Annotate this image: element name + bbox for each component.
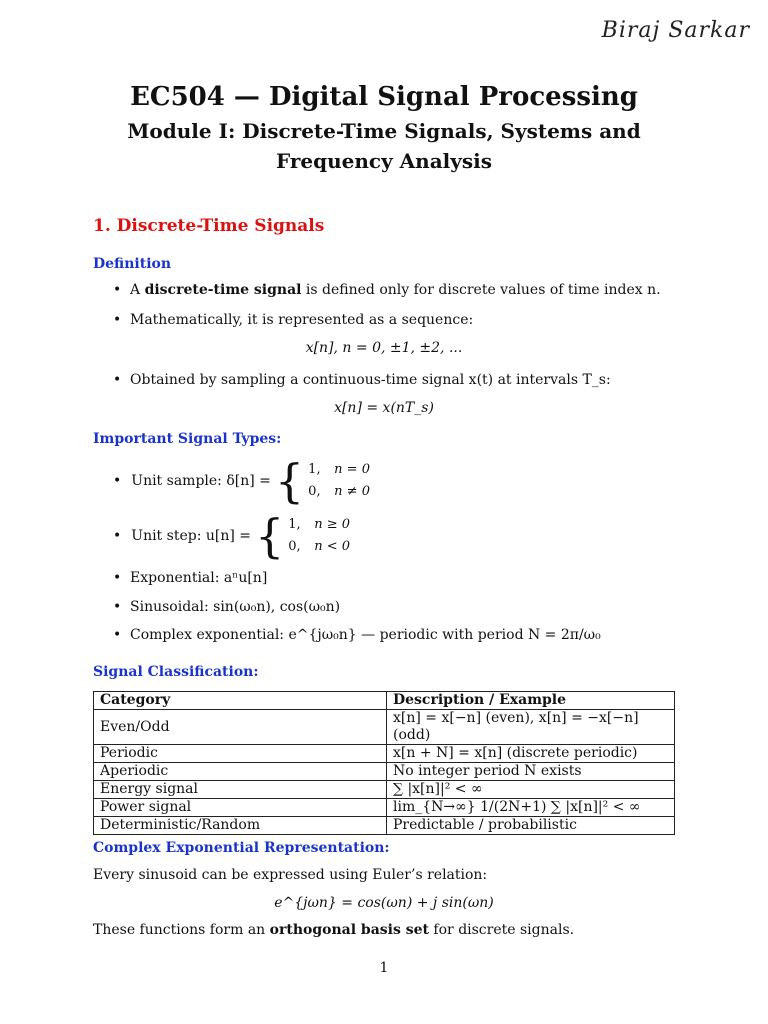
signal-types-heading: Important Signal Types:	[93, 431, 282, 447]
bullet-dot: •	[113, 473, 122, 489]
table-cell: x[n] = x[−n] (even), x[n] = −x[−n] (odd)	[387, 710, 675, 745]
bullet-text: Obtained by sampling a continuous-time signal x(t) at intervals T_s:	[130, 372, 611, 388]
table-cell: Aperiodic	[94, 763, 387, 781]
bullet-dot: •	[113, 372, 122, 388]
bullet-dot: •	[113, 312, 122, 328]
table-cell: Power signal	[94, 799, 387, 817]
table-row	[94, 745, 675, 763]
page-title: EC504 — Digital Signal Processing	[130, 82, 638, 112]
unit-sample-cases: 1, n = 0 0, n ≠ 0	[308, 462, 370, 499]
bullet-dot: •	[113, 627, 122, 643]
table-row	[94, 781, 675, 799]
table-row	[94, 799, 675, 817]
equation-sequence: x[n], n = 0, ±1, ±2, ...	[305, 340, 463, 356]
euler-intro-text: Every sinusoid can be expressed using Euler’s relation:	[93, 867, 488, 883]
table-cell: No integer period N exists	[387, 763, 675, 781]
section-heading-discrete-time-signals: 1. Discrete-Time Signals	[93, 216, 325, 236]
bullet-text: Complex exponential: e^{jω₀n} — periodic with period N = 2π/ω₀	[130, 627, 601, 643]
handwritten-signature: Biraj Sarkar	[601, 18, 750, 43]
column-header: Description / Example	[387, 692, 675, 710]
bullet-text: A discrete-time signal is defined only for discrete values of time index n.	[130, 282, 661, 298]
table-cell: lim_{N→∞} 1/(2N+1) ∑ |x[n]|² < ∞	[387, 799, 675, 817]
unit-step-cases: 1, n ≥ 0 0, n < 0	[288, 517, 351, 554]
table-cell: ∑ |x[n]|² < ∞	[387, 781, 675, 799]
table-cell: Energy signal	[94, 781, 387, 799]
table-row	[94, 710, 675, 745]
bullet-dot: •	[113, 599, 122, 615]
table-header-row	[94, 692, 675, 710]
unit-step-definition	[113, 509, 351, 563]
table-cell: x[n + N] = x[n] (discrete periodic)	[387, 745, 675, 763]
complex-exponential-heading: Complex Exponential Representation:	[93, 840, 390, 856]
table-cell: Deterministic/Random	[94, 817, 387, 835]
left-brace: {	[274, 454, 305, 508]
table-row	[94, 763, 675, 781]
unit-sample-definition	[113, 454, 370, 508]
table-cell: Predictable / probabilistic	[387, 817, 675, 835]
unit-step-label: Unit step: u[n] =	[131, 528, 251, 544]
table-row	[94, 817, 675, 835]
table-cell: Periodic	[94, 745, 387, 763]
equation-euler: e^{jωn} = cos(ωn) + j sin(ωn)	[274, 895, 494, 911]
bold-term: orthogonal basis set	[269, 922, 429, 938]
bullet-text: Mathematically, it is represented as a sequence:	[130, 312, 474, 328]
orthogonal-basis-text: These functions form an orthogonal basis set for discrete signals.	[93, 922, 575, 938]
table-cell: Even/Odd	[94, 710, 387, 745]
bullet-dot: •	[113, 528, 122, 544]
page-number: 1	[379, 960, 389, 976]
bullet-text: Exponential: aⁿu[n]	[130, 570, 268, 586]
bullet-text: Sinusoidal: sin(ω₀n), cos(ω₀n)	[130, 599, 341, 615]
column-header: Category	[94, 692, 387, 710]
unit-sample-label: Unit sample: δ[n] =	[131, 473, 271, 489]
classification-table	[93, 691, 675, 835]
bullet-dot: •	[113, 282, 122, 298]
left-brace: {	[255, 509, 285, 563]
bullet-dot: •	[113, 570, 122, 586]
bold-term: discrete-time signal	[144, 282, 302, 298]
classification-heading: Signal Classification:	[93, 664, 259, 680]
equation-sampling: x[n] = x(nT_s)	[334, 400, 434, 416]
page-subtitle: Module I: Discrete-Time Signals, Systems and Frequency Analysis	[127, 119, 641, 173]
definition-heading: Definition	[93, 256, 172, 272]
